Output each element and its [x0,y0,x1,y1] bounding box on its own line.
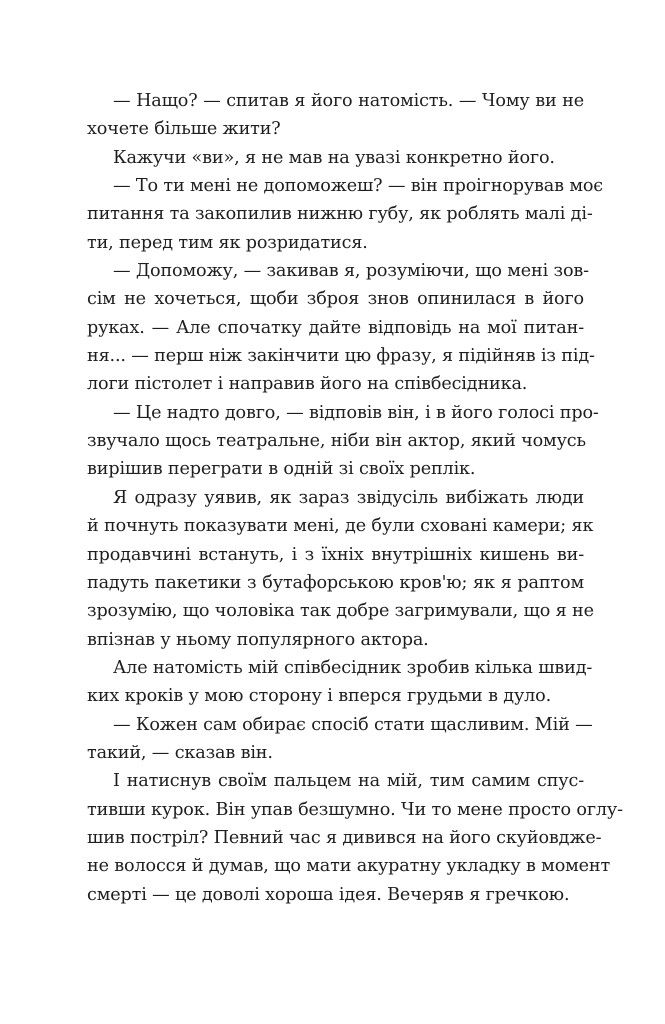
text-line: руках. — Але спочатку дайте відповідь на мої питан- [87,317,584,338]
text-line: логи пістолет і направив його на співбесідника. [87,374,528,395]
text-line: — Нащо? — спитав я його натомість. — Чому ви не [113,91,584,111]
text-line: Я одразу уявив, як зараз звідусіль вибіжать люди [113,487,584,508]
text-line: звучало щось театральне, ніби він актор, який чомусь [87,431,586,452]
text-line: шив постріл? Певний час я дивився на його скуйовдже- [87,827,602,848]
text-line: хочете більше жити? [87,119,281,140]
text-line: — Допоможу, — закивав я, розуміючи, що мені зов- [113,261,589,282]
paragraph [87,144,584,172]
text-line: й почнуть показувати мені, де були сховані камери; як [87,516,594,537]
paragraph [87,654,593,711]
text-line: Кажучи «ви», я не мав на увазі конкретно його. [113,147,555,168]
text-line: не волосся й думав, що мати акуратну укладку в момент [87,856,611,877]
text-line: І натиснув своїм пальцем на мій, тим самим спус- [113,771,584,792]
text-line: тивши курок. Він упав безшумно. Чи то мене просто оглу- [87,799,623,820]
paragraph [87,484,594,654]
text-line: — Це надто довго, — відповів він, і в його голосі про- [113,402,599,423]
text-line: — Кожен сам обирає спосіб стати щасливим. Мій — [113,714,593,735]
text-line: вирішив переграти в одній зі своїх реплік. [87,459,476,480]
paragraph [87,87,584,144]
text-line: такий, — сказав він. [87,742,273,763]
paragraph [87,767,623,909]
text-line: — То ти мені не допоможеш? — він проігнорував моє [113,176,604,197]
text-line: продавчині встануть, і з їхніх внутрішніх кишень ви- [87,544,584,565]
text-line: падуть пакетики з бутафорською кров'ю; як я раптом [87,572,584,593]
text-line: питання та закопилив нижню губу, як роблять малі ді- [87,204,593,225]
text-line: впізнав у ньому популярного актора. [87,629,429,650]
text-line: сім не хочеться, щоби зброя знов опинилася в його [87,289,584,310]
text-line: ти, перед тим як розридатися. [87,232,368,253]
text-line: ких кроків у мою сторону і вперся грудьми в дуло. [87,686,552,707]
paragraph [87,399,599,484]
paragraph [87,172,604,257]
text-line: Але натомість мій співбесідник зробив кілька швид- [113,657,593,678]
paragraph [87,711,593,768]
text-line: зрозумію, що чоловіка так добре загримували, що я не [87,601,594,622]
book-page [87,87,623,909]
text-line: ня... — перш ніж закінчити цю фразу, я підійняв із під- [87,346,595,367]
text-line: смерті — це доволі хороша ідея. Вечеряв я гречкою. [87,884,570,905]
paragraph [87,257,595,399]
